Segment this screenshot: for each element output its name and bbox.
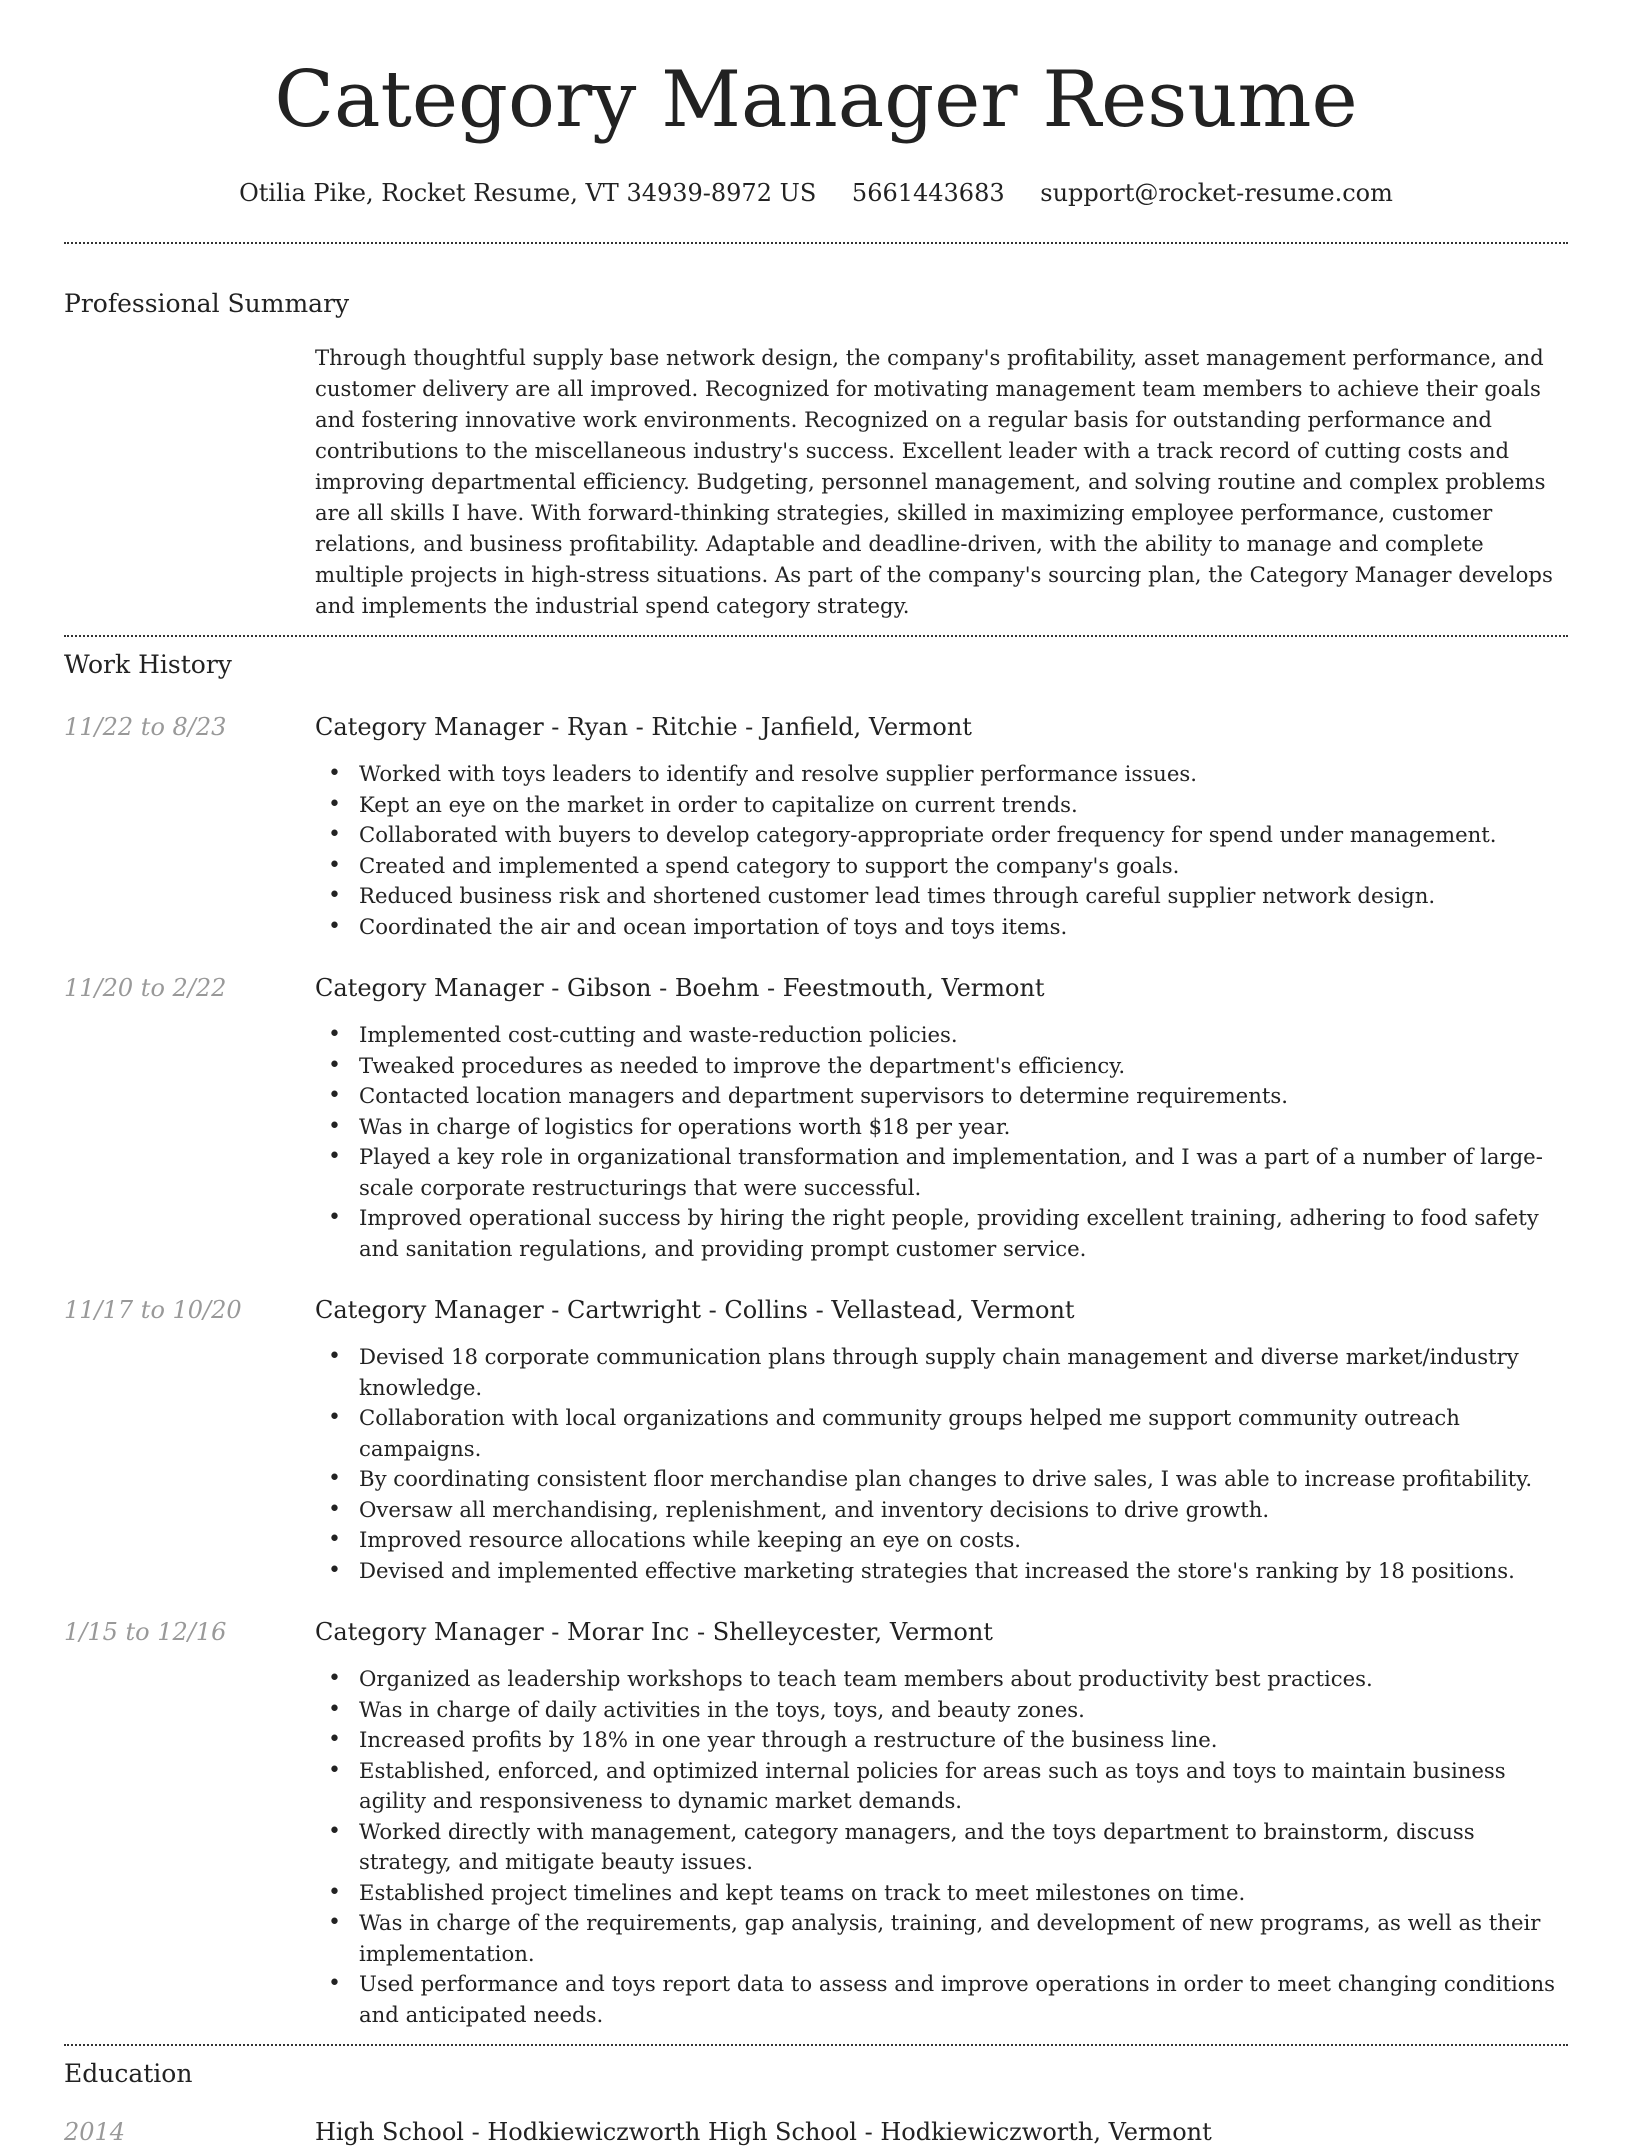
job-bullet: • Worked with toys leaders to identify and resolve supplier performance issues. [315, 759, 1568, 790]
job-bullet: • Created and implemented a spend category to support the company's goals. [315, 851, 1568, 882]
job-bullet: • Established, enforced, and optimized internal policies for areas such as toys and toys to maintain business agility and responsiveness to dynamic market demands. [315, 1756, 1568, 1817]
section-title-education: Education [64, 2059, 193, 2088]
job-bullet: • By coordinating consistent floor merchandise plan changes to drive sales, I was able to increase profitability. [315, 1464, 1568, 1495]
job-bullet: • Used performance and toys report data to assess and improve operations in order to meet changing conditions and anticipated needs. [315, 1969, 1568, 2030]
job-bullet: • Devised 18 corporate communication plans through supply chain management and diverse market/industry knowledge. [315, 1342, 1568, 1403]
contact-address: Otilia Pike, Rocket Resume, VT 34939-8972 US [239, 179, 817, 207]
job-bullet-list [315, 1020, 1568, 1264]
job-bullet: • Was in charge of logistics for operations worth $18 per year. [315, 1112, 1568, 1143]
job-bullet: • Tweaked procedures as needed to improve the department's efficiency. [315, 1051, 1568, 1082]
job-bullet-list [315, 1342, 1568, 1586]
education-date: 2014 [64, 2118, 126, 2146]
job-bullet: • Improved resource allocations while keeping an eye on costs. [315, 1525, 1568, 1556]
section-title-summary: Professional Summary [64, 289, 350, 318]
work-history-list [64, 711, 1568, 2030]
summary-paragraph: Through thoughtful supply base network design, the company's profitability, asset management performance, and customer delivery are all improved. Recognized for motivating management team members to achieve their goals and fostering innovative work environments. Recognized on a regular basis for outstanding performance and contributions to the miscellaneous industry's success. Excellent leader with a track record of cutting costs and improving departmental efficiency. Budgeting, personnel management, and solving routine and complex problems are all skills I have. With forward-thinking strategies, skilled in maximizing employee performance, customer relations, and business profitability. Adaptable and deadline-driven, with the ability to manage and complete multiple projects in high-stress situations. As part of the company's sourcing plan, the Category Manager develops and implements the industrial spend category strategy. [315, 345, 1553, 618]
contact-email: support@rocket-resume.com [1040, 179, 1393, 207]
job-bullet: • Worked directly with management, category managers, and the toys department to brainstorm, discuss strategy, and mitigate beauty issues. [315, 1817, 1568, 1878]
job-bullet: • Organized as leadership workshops to teach team members about productivity best practices. [315, 1664, 1568, 1695]
divider [64, 635, 1568, 637]
job-bullet: • Coordinated the air and ocean importation of toys and toys items. [315, 912, 1568, 943]
job-bullet: • Oversaw all merchandising, replenishment, and inventory decisions to drive growth. [315, 1495, 1568, 1526]
job-entry [64, 711, 1568, 942]
job-entry [64, 1294, 1568, 1586]
job-bullet: • Collaboration with local organizations and community groups helped me support community outreach campaigns. [315, 1403, 1568, 1464]
job-heading: Category Manager - Gibson - Boehm - Feestmouth, Vermont [315, 974, 1045, 1002]
job-bullet: • Implemented cost-cutting and waste-reduction policies. [315, 1020, 1568, 1051]
job-bullet: • Reduced business risk and shortened customer lead times through careful supplier network design. [315, 881, 1568, 912]
job-bullet: • Was in charge of daily activities in the toys, toys, and beauty zones. [315, 1695, 1568, 1726]
job-bullet-list [315, 1664, 1568, 2030]
job-bullet: • Increased profits by 18% in one year through a restructure of the business line. [315, 1725, 1568, 1756]
contact-phone: 5661443683 [851, 179, 1005, 207]
job-bullet: • Was in charge of the requirements, gap analysis, training, and development of new programs, as well as their implementation. [315, 1908, 1568, 1969]
divider [64, 2044, 1568, 2046]
job-bullet: • Kept an eye on the market in order to capitalize on current trends. [315, 790, 1568, 821]
job-dates: 11/17 to 10/20 [64, 1296, 242, 1324]
job-heading: Category Manager - Cartwright - Collins - Vellastead, Vermont [315, 1296, 1075, 1324]
job-entry [64, 972, 1568, 1264]
job-bullet: • Improved operational success by hiring the right people, providing excellent training, adhering to food safety and sanitation regulations, and providing prompt customer service. [315, 1203, 1568, 1264]
resume-title: Category Manager Resume [274, 55, 1358, 145]
divider [64, 242, 1568, 244]
job-heading: Category Manager - Ryan - Ritchie - Janfield, Vermont [315, 713, 972, 741]
education-heading: High School - Hodkiewiczworth High School - Hodkiewiczworth, Vermont [315, 2118, 1212, 2146]
education-entry [64, 2116, 1568, 2148]
education-list [64, 2116, 1568, 2148]
job-heading: Category Manager - Morar Inc - Shelleycester, Vermont [315, 1618, 993, 1646]
job-bullet: • Established project timelines and kept teams on track to meet milestones on time. [315, 1878, 1568, 1909]
job-bullet: • Contacted location managers and department supervisors to determine requirements. [315, 1081, 1568, 1112]
contact-line [64, 178, 1568, 208]
job-bullet: • Collaborated with buyers to develop category-appropriate order frequency for spend under management. [315, 820, 1568, 851]
job-bullet-list [315, 759, 1568, 942]
job-bullet: • Devised and implemented effective marketing strategies that increased the store's ranking by 18 positions. [315, 1556, 1568, 1587]
section-title-work-history: Work History [64, 650, 232, 679]
job-dates: 11/20 to 2/22 [64, 974, 227, 1002]
job-dates: 1/15 to 12/16 [64, 1618, 227, 1646]
job-bullet: • Played a key role in organizational transformation and implementation, and I was a part of a number of large-scale corporate restructurings that were successful. [315, 1142, 1568, 1203]
job-entry [64, 1616, 1568, 2030]
job-dates: 11/22 to 8/23 [64, 713, 227, 741]
resume-page [64, 0, 1568, 2148]
